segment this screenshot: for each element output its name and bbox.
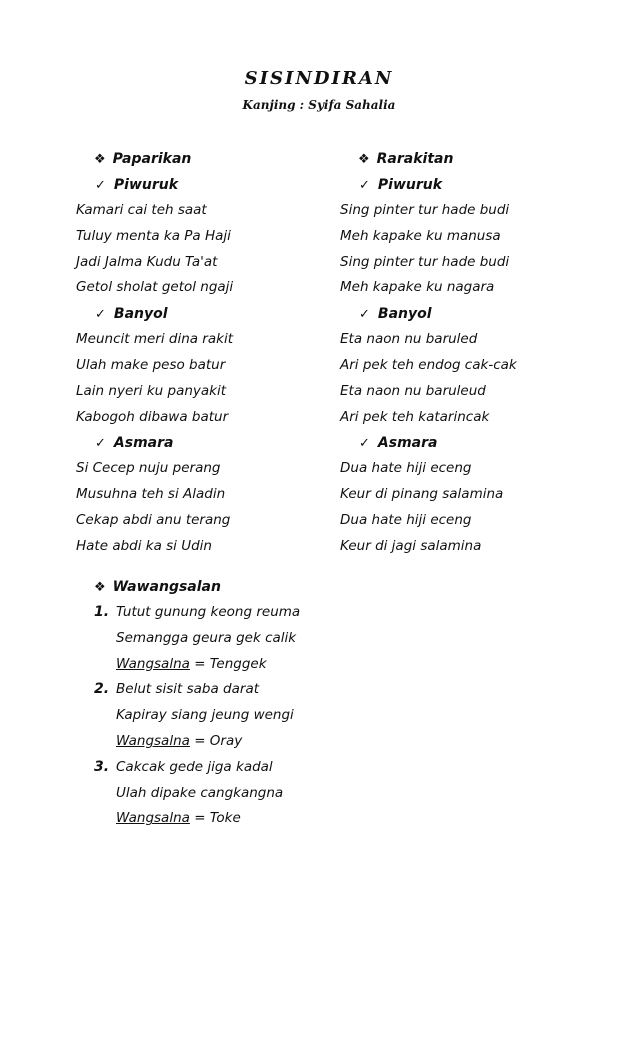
verse-line: Semangga geura gek calik: [116, 629, 297, 646]
verse-line: Si Cecep nuju perang: [76, 460, 221, 477]
verse-line: Kabogoh dibawa batur: [76, 408, 229, 425]
diamond-bullet-icon: ❖: [94, 152, 106, 167]
paparikan-column: [76, 146, 366, 560]
answer-label: Wangsalna: [116, 732, 190, 749]
diamond-bullet-icon: ❖: [94, 580, 106, 595]
verse-line: Cekap abdi anu terang: [76, 511, 231, 528]
verse-line: Ari pek teh endog cak-cak: [340, 356, 517, 373]
diamond-bullet-icon: ❖: [358, 152, 370, 167]
wawangsalan-item: [94, 600, 414, 677]
verse-line: Jadi Jalma Kudu Ta'at: [76, 253, 218, 270]
verse-line: Kapiray siang jeung wengi: [116, 707, 294, 724]
answer-line: [116, 652, 414, 678]
verse-line: Kamari cai teh saat: [76, 202, 207, 218]
answer-value: = Oray: [194, 732, 243, 749]
verse-line: Belut sisit saba darat: [116, 681, 260, 698]
section-heading-piwuruk: ✓ Piwuruk: [95, 177, 179, 193]
verse-line: Tutut gunung keong reuma: [116, 604, 301, 620]
verse-line: Keur di pinang salamina: [340, 486, 504, 503]
rarakitan-column: [340, 146, 630, 560]
verse-line: Tuluy menta ka Pa Haji: [76, 227, 231, 244]
paparikan-heading: ❖ Paparikan: [94, 151, 192, 167]
wawangsalan-item: [94, 677, 414, 754]
wawangsalan-item: [94, 755, 414, 832]
check-icon: ✓: [95, 178, 106, 193]
check-icon: ✓: [359, 307, 370, 323]
item-number: 1.: [94, 604, 110, 620]
page-subtitle: Kanjing : Syifa Sahalia: [242, 98, 396, 112]
section-heading-piwuruk: ✓ Piwuruk: [359, 177, 443, 193]
answer-line: [116, 806, 414, 832]
verse-line: Dua hate hiji eceng: [340, 511, 472, 528]
check-icon: ✓: [359, 436, 370, 452]
check-icon: ✓: [359, 178, 370, 193]
section-heading-asmara: ✓ Asmara: [359, 435, 438, 452]
section-heading-asmara: ✓ Asmara: [95, 435, 174, 452]
verse-line: Dua hate hiji eceng: [340, 460, 472, 477]
section-heading-banyol: ✓ Banyol: [95, 306, 168, 323]
verse-line: Ulah dipake cangkangna: [116, 784, 284, 801]
verse-line: Eta naon nu baruled: [340, 331, 478, 348]
verse-line: Meh kapake ku nagara: [340, 279, 495, 296]
wawangsalan-heading: ❖ Wawangsalan: [94, 579, 221, 595]
verse-line: Sing pinter tur hade budi: [340, 253, 510, 270]
rarakitan-heading: ❖ Rarakitan: [358, 151, 454, 167]
verse-line: Eta naon nu baruleud: [340, 382, 486, 399]
verse-line: Ari pek teh katarincak: [340, 408, 490, 425]
check-icon: ✓: [95, 307, 106, 323]
answer-value: = Tenggek: [194, 655, 267, 672]
verse-line: Keur di jagi salamina: [340, 537, 482, 554]
verse-line: Meh kapake ku manusa: [340, 227, 501, 244]
verse-line: Getol sholat getol ngaji: [76, 279, 234, 296]
check-icon: ✓: [95, 436, 106, 452]
answer-label: Wangsalna: [116, 655, 190, 672]
section-heading-banyol: ✓ Banyol: [359, 306, 432, 323]
page-title: SISINDIRAN: [244, 68, 394, 89]
answer-line: [116, 729, 414, 755]
wawangsalan-section: [94, 574, 414, 832]
verse-line: Sing pinter tur hade budi: [340, 202, 510, 218]
item-number: 3.: [94, 758, 110, 775]
verse-line: Cakcak gede jiga kadal: [116, 758, 273, 775]
verse-line: Musuhna teh si Aladin: [76, 486, 226, 503]
answer-label: Wangsalna: [116, 810, 190, 827]
verse-line: Lain nyeri ku panyakit: [76, 382, 227, 399]
answer-value: = Toke: [194, 810, 241, 827]
item-number: 2.: [94, 681, 110, 698]
verse-line: Hate abdi ka si Udin: [76, 537, 212, 554]
verse-line: Ulah make peso batur: [76, 356, 226, 373]
verse-line: Meuncit meri dina rakit: [76, 331, 233, 348]
